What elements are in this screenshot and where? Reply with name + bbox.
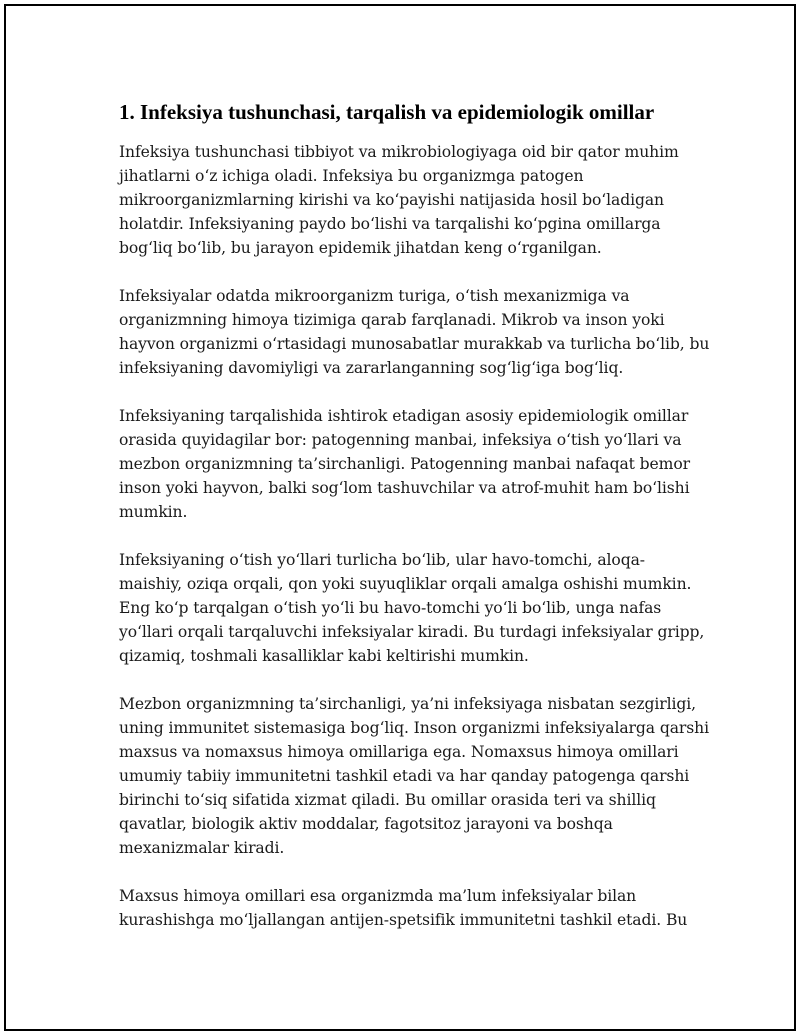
document-body [119, 98, 710, 956]
text-line: mumkin. [119, 503, 188, 521]
text-line: maxsus va nomaxsus himoya omillariga ega. Nomaxsus himoya omillari [119, 743, 679, 761]
text-line: birinchi to‘siq sifatida xizmat qiladi. Bu omillar orasida teri va shilliq [119, 791, 656, 809]
text-line: bog‘liq bo‘lib, bu jarayon epidemik jihatdan keng o‘rganilgan. [119, 239, 602, 257]
text-line: hayvon organizmi o‘rtasidagi munosabatlar murakkab va turlicha bo‘lib, bu [119, 335, 710, 353]
text-line: kurashishga mo‘ljallangan antijen-spetsifik immunitetni tashkil etadi. Bu [119, 911, 688, 929]
text-line: Mezbon organizmning ta’sirchanligi, ya’ni infeksiyaga nisbatan sezgirligi, [119, 695, 696, 713]
text-line: Maxsus himoya omillari esa organizmda ma’lum infeksiyalar bilan [119, 887, 637, 905]
text-line: mexanizmalar kiradi. [119, 839, 285, 857]
text-line: Infeksiyalar odatda mikroorganizm turiga, o‘tish mexanizmiga va [119, 287, 630, 305]
section-heading: 1. Infeksiya tushunchasi, tarqalish va epidemiologik omillar [119, 100, 655, 124]
text-line: mezbon organizmning ta’sirchanligi. Patogenning manbai nafaqat bemor [119, 455, 691, 473]
paragraph-3 [119, 404, 689, 524]
text-line: qavatlar, biologik aktiv moddalar, fagotsitoz jarayoni va boshqa [119, 815, 613, 833]
text-line: maishiy, oziqa orqali, qon yoki suyuqliklar orqali amalga oshishi mumkin. [119, 575, 692, 593]
text-line: umumiy tabiiy immunitetni tashkil etadi va har qanday patogenga qarshi [119, 767, 690, 785]
page-frame [4, 4, 796, 1031]
text-line: jihatlarni o‘z ichiga oladi. Infeksiya bu organizmga patogen [119, 167, 584, 185]
text-line: inson yoki hayvon, balki sog‘lom tashuvchilar va atrof-muhit ham bo‘lishi [119, 479, 690, 497]
paragraph-2 [119, 284, 710, 380]
text-line: Infeksiyaning o‘tish yo‘llari turlicha bo‘lib, ular havo-tomchi, aloqa- [119, 551, 645, 569]
text-line: mikroorganizmlarning kirishi va ko‘payishi natijasida hosil bo‘ladigan [119, 191, 664, 209]
paragraph-4 [119, 548, 705, 668]
text-line: uning immunitet sistemasiga bog‘liq. Inson organizmi infeksiyalarga qarshi [119, 719, 709, 737]
text-line: Infeksiyaning tarqalishida ishtirok etadigan asosiy epidemiologik omillar [119, 407, 689, 425]
paragraph-6 [119, 884, 689, 932]
paragraph-5 [119, 692, 709, 860]
text-line: holatdir. Infeksiyaning paydo bo‘lishi va tarqalishi ko‘pgina omillarga [119, 215, 661, 233]
text-line: Eng ko‘p tarqalgan o‘tish yo‘li bu havo-tomchi yo‘li bo‘lib, unga nafas [119, 599, 662, 617]
text-line: infeksiyaning davomiyligi va zararlanganning sog‘lig‘iga bog‘liq. [119, 359, 624, 377]
text-line: yo‘llari orqali tarqaluvchi infeksiyalar kiradi. Bu turdagi infeksiyalar gripp, [119, 623, 705, 641]
text-line: organizmning himoya tizimiga qarab farqlanadi. Mikrob va inson yoki [119, 311, 665, 329]
paragraph-1 [119, 140, 689, 260]
text-line: qizamiq, toshmali kasalliklar kabi keltirishi mumkin. [119, 647, 529, 665]
text-line: orasida quyidagilar bor: patogenning manbai, infeksiya o‘tish yo‘llari va [119, 431, 682, 449]
text-line: Infeksiya tushunchasi tibbiyot va mikrobiologiyaga oid bir qator muhim [119, 143, 679, 161]
